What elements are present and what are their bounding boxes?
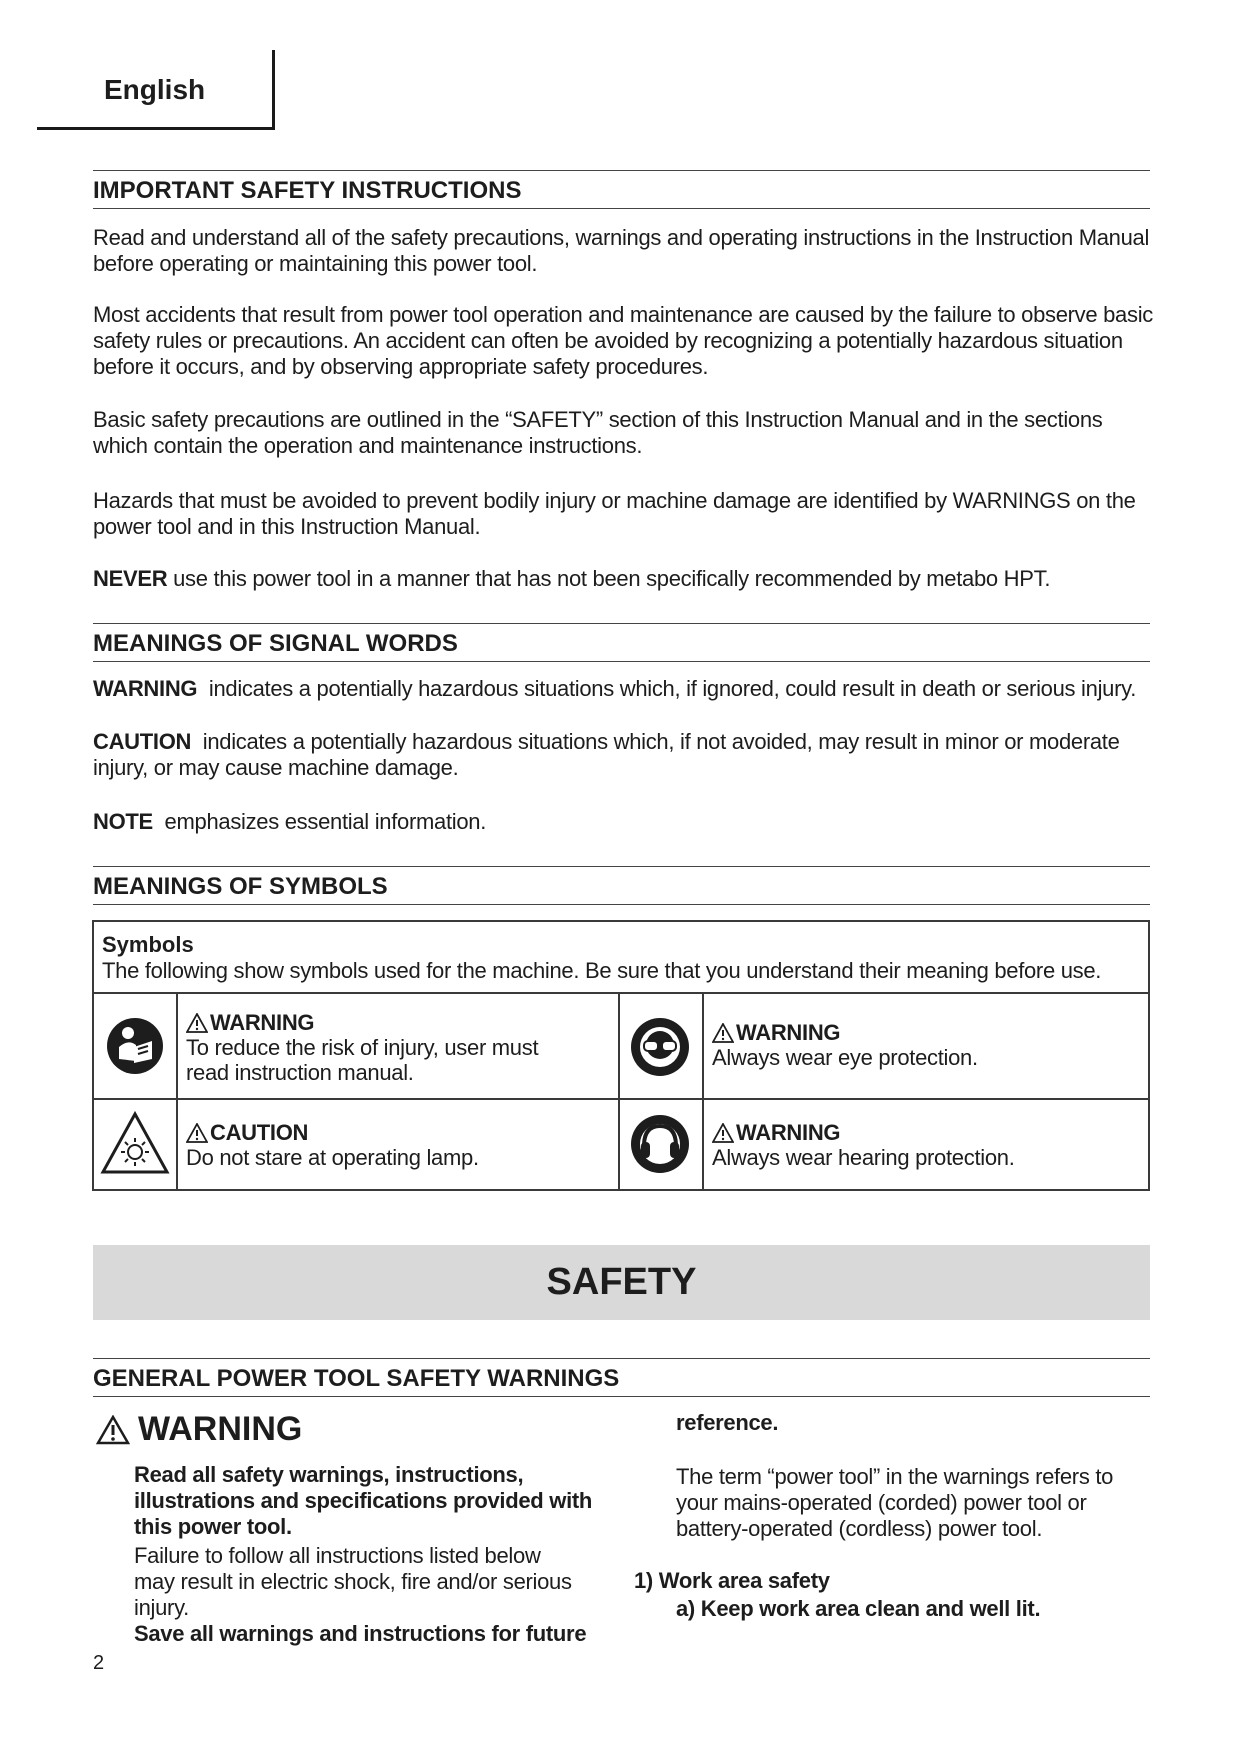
symbol-cell-2 <box>712 1020 1132 1070</box>
col-divider-2 <box>618 994 620 1189</box>
symbol-cell-1-text: To reduce the risk of injury, user must read instruction manual. <box>186 1035 539 1085</box>
work-area-heading: 1) Work area safety <box>634 1568 830 1593</box>
never-text: use this power tool in a manner that has not been specifically recommended by metabo HPT. <box>167 566 1051 591</box>
warning-triangle-icon <box>712 1023 734 1043</box>
hearing-protection-icon <box>630 1114 690 1179</box>
symbol-cell-2-signal-label: WARNING <box>736 1020 841 1045</box>
read-all-warnings: Read all safety warnings, instructions, illustrations and specifications provided with this power tool. <box>134 1462 593 1539</box>
safety-banner: SAFETY <box>93 1245 1150 1320</box>
signal-note-text: emphasizes essential information. <box>152 809 487 834</box>
warning-title <box>96 1410 302 1449</box>
header-tab-border <box>272 50 275 130</box>
symbols-heading: MEANINGS OF SYMBOLS <box>93 866 1150 905</box>
signal-warning <box>93 676 1153 702</box>
col-divider-1 <box>176 994 178 1189</box>
col-divider-3 <box>702 994 704 1189</box>
symbols-table-intro: The following show symbols used for the machine. Be sure that you understand their meaning before use. <box>102 958 1102 983</box>
power-tool-term: The term “power tool” in the warnings refers to your mains-operated (corded) power tool or battery-operated (cordless) power tool. <box>676 1464 1114 1541</box>
symbol-cell-4 <box>712 1120 1132 1170</box>
signal-caution <box>93 729 1153 781</box>
warning-triangle-icon <box>186 1013 208 1033</box>
symbol-cell-2-text: Always wear eye protection. <box>712 1045 978 1070</box>
never-lead: NEVER <box>93 566 168 591</box>
symbols-table-header <box>94 922 1148 994</box>
header-tab-underline <box>37 127 275 130</box>
failure-text: Failure to follow all instructions listed below may result in electric shock, fire and/or serious injury. <box>134 1543 572 1620</box>
important-p5 <box>93 566 1153 592</box>
language-label: English <box>104 74 206 105</box>
symbol-cell-3 <box>186 1120 606 1170</box>
important-heading: IMPORTANT SAFETY INSTRUCTIONS <box>93 170 1150 209</box>
save-all-text: Save all warnings and instructions for future <box>134 1621 587 1646</box>
warning-triangle-icon <box>96 1415 130 1445</box>
symbol-cell-4-signal <box>712 1120 1132 1145</box>
symbols-table <box>92 920 1150 1191</box>
page-number: 2 <box>93 1652 105 1674</box>
reference-text: reference. <box>676 1410 779 1435</box>
warning-triangle-icon <box>712 1123 734 1143</box>
symbol-cell-1 <box>186 1010 606 1085</box>
signal-note <box>93 809 1153 835</box>
lamp-caution-icon <box>100 1110 170 1181</box>
symbol-cell-3-signal-label: CAUTION <box>210 1120 309 1145</box>
important-p1: Read and understand all of the safety precautions, warnings and operating instructions in the Instruction Manual before operating or maintaining this power tool. <box>93 225 1150 276</box>
warning-triangle-icon <box>186 1123 208 1143</box>
important-p4: Hazards that must be avoided to prevent bodily injury or machine damage are identified by WARNINGS on the power tool and in this Instruction Manual. <box>93 488 1136 539</box>
symbol-cell-1-signal-label: WARNING <box>210 1010 315 1035</box>
signal-caution-text: indicates a potentially hazardous situations which, if not avoided, may result in minor or moderate injury, or may cause machine damage. <box>93 729 1126 780</box>
symbol-cell-4-signal-label: WARNING <box>736 1120 841 1145</box>
symbol-cell-3-signal <box>186 1120 606 1145</box>
symbols-row-divider <box>94 1098 1148 1100</box>
signal-caution-lead: CAUTION <box>93 729 192 754</box>
warning-title-label: WARNING <box>138 1410 303 1448</box>
important-p3: Basic safety precautions are outlined in the “SAFETY” section of this Instruction Manual and in the sections which contain the operation and maintenance instructions. <box>93 407 1103 458</box>
eye-protection-icon <box>630 1017 690 1082</box>
symbol-cell-2-signal <box>712 1020 1132 1045</box>
important-p2: Most accidents that result from power tool operation and maintenance are caused by the failure to observe basic safety rules or precautions. An accident can often be avoided by recognizing a potentially hazardous situation before it occurs, and by observing appropriate safety procedures. <box>93 302 1153 379</box>
symbols-table-title: Symbols <box>102 932 194 957</box>
symbol-cell-3-text: Do not stare at operating lamp. <box>186 1145 479 1170</box>
general-warnings-heading: GENERAL POWER TOOL SAFETY WARNINGS <box>93 1358 1150 1397</box>
symbol-cell-4-text: Always wear hearing protection. <box>712 1145 1015 1170</box>
read-manual-icon <box>106 1017 164 1080</box>
signal-words-heading: MEANINGS OF SIGNAL WORDS <box>93 623 1150 662</box>
symbol-cell-1-signal <box>186 1010 606 1035</box>
signal-note-lead: NOTE <box>93 809 153 834</box>
signal-warning-text: indicates a potentially hazardous situations which, if ignored, could result in death or serious injury. <box>197 676 1137 701</box>
keep-clean-text: a) Keep work area clean and well lit. <box>676 1596 1041 1621</box>
signal-warning-lead: WARNING <box>93 676 198 701</box>
